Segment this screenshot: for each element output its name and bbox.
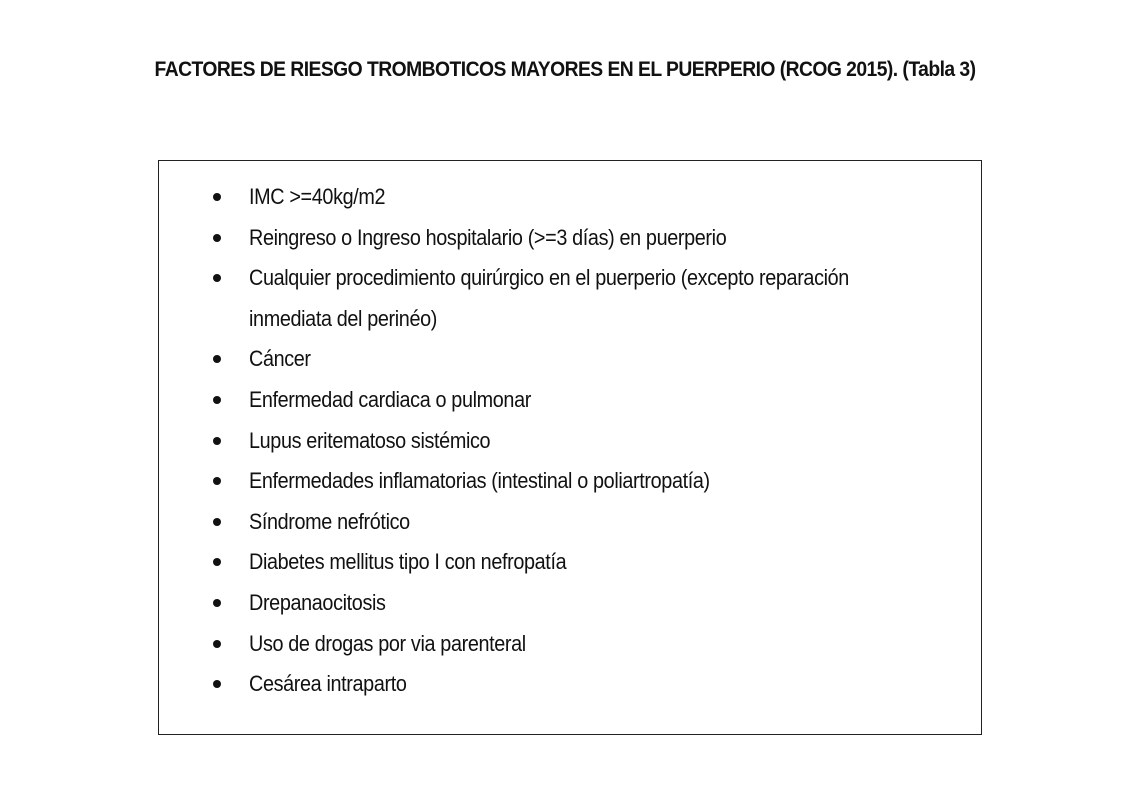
list-item — [159, 461, 981, 502]
bullet-icon — [213, 640, 221, 648]
bullet-icon — [213, 396, 221, 404]
list-item-text: IMC >=40kg/m2 — [249, 184, 386, 209]
list-item-text: Cualquier procedimiento quirúrgico en el puerperio (excepto reparación — [249, 265, 849, 291]
page-title: FACTORES DE RIESGO TROMBOTICOS MAYORES EN EL PUERPERIO (RCOG 2015). (Tabla 3) — [154, 58, 976, 81]
bullet-icon — [213, 599, 221, 607]
list-item-text: Enfermedad cardiaca o pulmonar — [249, 386, 531, 412]
list-item-text: Uso de drogas por via parenteral — [249, 630, 526, 656]
bullet-icon — [213, 680, 221, 688]
list-item-text: Síndrome nefrótico — [249, 508, 410, 534]
list-item-text: Cáncer — [249, 346, 311, 372]
list-item — [159, 380, 981, 421]
list-item-text: Reingreso o Ingreso hospitalario (>=3 días) en puerperio — [249, 224, 727, 250]
risk-factor-list — [159, 177, 981, 705]
list-item-text: inmediata del perinéo) — [249, 305, 438, 331]
list-item — [159, 218, 981, 259]
list-item-continuation — [159, 299, 981, 340]
bullet-icon — [213, 518, 221, 526]
list-item-text: Enfermedades inflamatorias (intestinal o poliartropatía) — [249, 468, 710, 494]
list-item — [159, 258, 981, 299]
bullet-icon — [213, 355, 221, 363]
list-item — [159, 502, 981, 543]
list-item-text: Drepanaocitosis — [249, 589, 386, 615]
list-item — [159, 421, 981, 462]
bullet-icon — [213, 477, 221, 485]
list-item-text: Diabetes mellitus tipo I con nefropatía — [249, 549, 567, 575]
bullet-icon — [213, 274, 221, 282]
bullet-icon — [213, 437, 221, 445]
bullet-icon — [213, 193, 221, 201]
list-item — [159, 542, 981, 583]
list-item — [159, 624, 981, 665]
list-item — [159, 664, 981, 705]
bullet-icon — [213, 234, 221, 242]
risk-factors-table — [158, 160, 982, 735]
bullet-icon — [213, 558, 221, 566]
list-item — [159, 177, 981, 218]
list-item — [159, 339, 981, 380]
list-item — [159, 583, 981, 624]
list-item-text: Lupus eritematoso sistémico — [249, 427, 491, 453]
list-item-text: Cesárea intraparto — [249, 671, 407, 697]
